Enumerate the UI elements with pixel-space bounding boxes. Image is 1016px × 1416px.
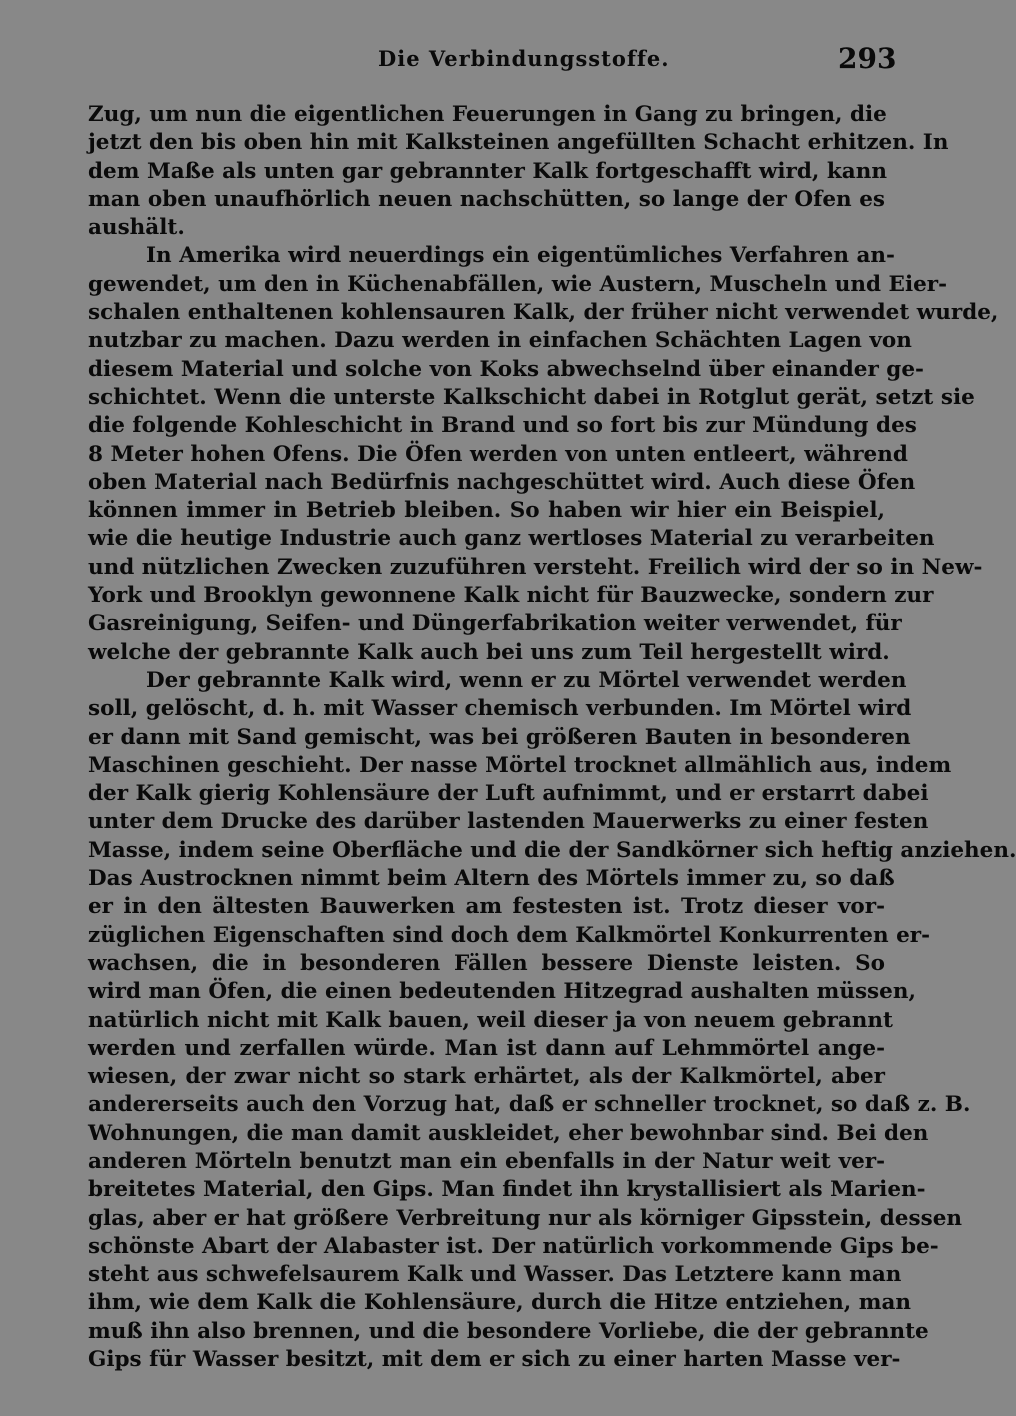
text-line: steht aus schwefelsaurem Kalk und Wasser. Das Letztere kann man: [88, 1262, 902, 1288]
text-line: gewendet, um den in Küchenabfällen, wie Austern, Muscheln und Eier-: [88, 271, 948, 297]
text-line: jetzt den bis oben hin mit Kalksteinen angefüllten Schacht erhitzen. In: [88, 130, 949, 156]
text-line: nutzbar zu machen. Dazu werden in einfachen Schächten Lagen von: [88, 328, 912, 354]
text-line: In Amerika wird neuerdings ein eigentümliches Verfahren an-: [146, 243, 895, 269]
text-line: York und Brooklyn gewonnene Kalk nicht für Bauzwecke, sondern zur: [88, 583, 934, 609]
text-line: andererseits auch den Vorzug hat, daß er schneller trocknet, so daß z. B.: [88, 1092, 971, 1118]
text-line: schichtet. Wenn die unterste Kalkschicht dabei in Rotglut gerät, setzt sie: [88, 384, 975, 410]
text-line: Das Austrocknen nimmt beim Altern des Mörtels immer zu, so daß: [88, 866, 895, 892]
text-line: muß ihn also brennen, und die besondere Vorliebe, die der gebrannte: [88, 1318, 929, 1344]
text-line: Zug, um nun die eigentlichen Feuerungen in Gang zu bringen, die: [88, 102, 887, 127]
text-line: Der gebrannte Kalk wird, wenn er zu Mörtel verwendet werden: [146, 667, 907, 693]
text-line: Gasreinigung, Seifen- und Düngerfabrikation weiter verwendet, für: [88, 611, 902, 637]
text-line: schönste Abart der Alabaster ist. Der natürlich vorkommende Gips be-: [88, 1233, 939, 1259]
text-line: Masse, indem seine Oberfläche und die der Sandkörner sich heftig anziehen.: [88, 837, 1016, 863]
text-line: er dann mit Sand gemischt, was bei größeren Bauten in besonderen: [88, 724, 911, 750]
text-line: 8 Meter hohen Ofens. Die Öfen werden von unten entleert, während: [88, 441, 908, 467]
text-line: natürlich nicht mit Kalk bauen, weil dieser ja von neuem gebrannt: [88, 1007, 893, 1033]
text-line: werden und zerfallen würde. Man ist dann auf Lehmmörtel ange-: [88, 1035, 885, 1061]
text-line: wie die heutige Industrie auch ganz wertloses Material zu verarbeiten: [88, 526, 935, 552]
text-line: wiesen, der zwar nicht so stark erhärtet, als der Kalkmörtel, aber: [88, 1064, 885, 1090]
text-line: soll, gelöscht, d. h. mit Wasser chemisch verbunden. Im Mörtel wird: [88, 696, 912, 722]
text-line: Gips für Wasser besitzt, mit dem er sich zu einer harten Masse ver-: [88, 1347, 901, 1373]
text-line: dem Maße als unten gar gebrannter Kalk fortgeschafft wird, kann: [88, 158, 887, 184]
text-line: anderen Mörteln benutzt man ein ebenfalls in der Natur weit ver-: [88, 1148, 885, 1174]
text-line: welche der gebrannte Kalk auch bei uns zum Teil hergestellt wird.: [88, 639, 890, 665]
text-line: diesem Material und solche von Koks abwechselnd über einander ge-: [88, 356, 924, 382]
text-line: er in den ältesten Bauwerken am festesten ist. Trotz dieser vor-: [88, 894, 885, 920]
text-line: Wohnungen, die man damit auskleidet, eher bewohnbar sind. Bei den: [88, 1120, 929, 1146]
text-line: wachsen, die in besonderen Fällen bessere Dienste leisten. So: [88, 950, 885, 976]
text-line: die folgende Kohleschicht in Brand und so fort bis zur Mündung des: [88, 413, 917, 439]
text-line: Maschinen geschieht. Der nasse Mörtel trocknet allmählich aus, indem: [88, 752, 952, 778]
text-line: können immer in Betrieb bleiben. So haben wir hier ein Beispiel,: [88, 498, 885, 524]
text-line: wird man Öfen, die einen bedeutenden Hitzegrad aushalten müssen,: [88, 979, 916, 1005]
text-line: der Kalk gierig Kohlensäure der Luft aufnimmt, und er erstarrt dabei: [88, 781, 929, 807]
text-line: glas, aber er hat größere Verbreitung nur als körniger Gipsstein, dessen: [88, 1205, 963, 1231]
running-title: Die Verbindungsstoffe.: [378, 46, 670, 71]
page-number: 293: [838, 42, 897, 75]
text-line: unter dem Drucke des darüber lastenden Mauerwerks zu einer festen: [88, 809, 929, 835]
text-line: und nützlichen Zwecken zuzuführen versteht. Freilich wird der so in New-: [88, 554, 983, 580]
text-line: ihm, wie dem Kalk die Kohlensäure, durch die Hitze entziehen, man: [88, 1290, 912, 1316]
text-line: breitetes Material, den Gips. Man findet ihn krystallisiert als Marien-: [88, 1177, 926, 1203]
body-text: [88, 101, 1016, 1374]
text-line: man oben unaufhörlich neuen nachschütten, so lange der Ofen es: [88, 186, 885, 212]
text-line: züglichen Eigenschaften sind doch dem Kalkmörtel Konkurrenten er-: [88, 922, 931, 948]
text-line: aushält.: [88, 215, 185, 241]
text-line: oben Material nach Bedürfnis nachgeschüttet wird. Auch diese Öfen: [88, 469, 916, 495]
text-line: schalen enthaltenen kohlensauren Kalk, der früher nicht verwendet wurde,: [88, 300, 999, 326]
